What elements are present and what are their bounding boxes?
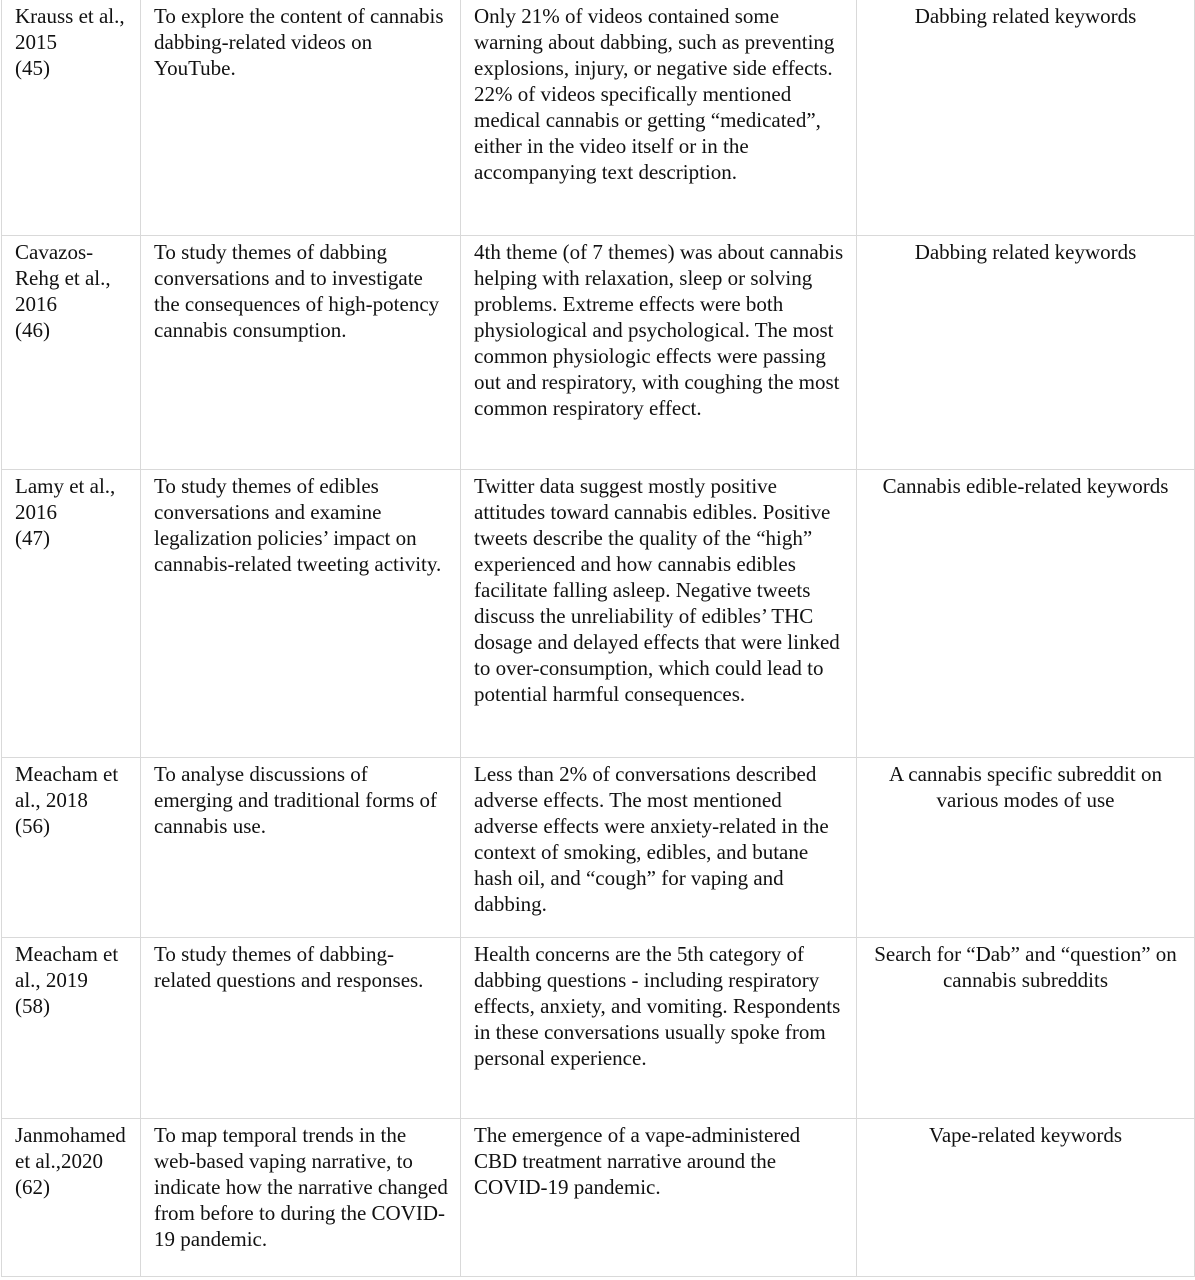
source-cell: Dabbing related keywords <box>857 235 1195 469</box>
aim-cell: To map temporal trends in the web-based vaping narrative, to indicate how the narrative changed from before to during the COVID-19 pandemic. <box>141 1118 461 1276</box>
aim-cell: To study themes of dabbing-related questions and responses. <box>141 937 461 1118</box>
study-reference: (58) <box>15 993 50 1018</box>
study-reference: (62) <box>15 1174 50 1199</box>
findings-cell: The emergence of a vape-administered CBD treatment narrative around the COVID-19 pandemic. <box>461 1118 857 1276</box>
study-citation: Meacham et al., 2018 <box>15 761 119 812</box>
study-reference: (47) <box>15 525 50 550</box>
findings-cell: Health concerns are the 5th category of dabbing questions - including respiratory effects, anxiety, and vomiting. Respondents in these conversations usually spoke from personal experience. <box>461 937 857 1118</box>
aim-cell: To explore the content of cannabis dabbing-related videos on YouTube. <box>141 0 461 235</box>
findings-cell: Twitter data suggest mostly positive attitudes toward cannabis edibles. Positive tweets describe the quality of the “high” experienced and how cannabis edibles facilitate falling asleep. Negative tweets discuss the unreliability of edibles’ THC dosage and delayed effects that were linked to over-consumption, which could lead to potential harmful consequences. <box>461 469 857 757</box>
aim-cell: To study themes of edibles conversations and examine legalization policies’ impact on cannabis-related tweeting activity. <box>141 469 461 757</box>
table-row <box>2 757 1195 937</box>
table-row <box>2 235 1195 469</box>
study-citation: Krauss et al., 2015 <box>15 4 125 54</box>
study-cell <box>2 0 141 235</box>
study-cell <box>2 757 141 937</box>
source-cell: A cannabis specific subreddit on various modes of use <box>857 757 1195 937</box>
table-row <box>2 937 1195 1118</box>
study-reference: (45) <box>15 56 50 80</box>
study-cell <box>2 469 141 757</box>
source-cell: Vape-related keywords <box>857 1118 1195 1276</box>
findings-cell: Only 21% of videos contained some warning about dabbing, such as preventing explosions, injury, or negative side effects. 22% of videos specifically mentioned medical cannabis or getting “medicated”, either in the video itself or in the accompanying text description. <box>461 0 857 235</box>
study-cell <box>2 235 141 469</box>
aim-cell: To study themes of dabbing conversations and to investigate the consequences of high-potency cannabis consumption. <box>141 235 461 469</box>
study-cell <box>2 937 141 1118</box>
study-citation: Cavazos-Rehg et al., 2016 <box>15 239 111 316</box>
source-cell: Search for “Dab” and “question” on cannabis subreddits <box>857 937 1195 1118</box>
findings-cell: 4th theme (of 7 themes) was about cannabis helping with relaxation, sleep or solving problems. Extreme effects were both physiological and psychological. The most common physiologic effects were passing out and respiratory, with coughing the most common respiratory effect. <box>461 235 857 469</box>
findings-cell: Less than 2% of conversations described adverse effects. The most mentioned adverse effects were anxiety-related in the context of smoking, edibles, and butane hash oil, and “cough” for vaping and dabbing. <box>461 757 857 937</box>
aim-cell: To analyse discussions of emerging and traditional forms of cannabis use. <box>141 757 461 937</box>
source-cell: Dabbing related keywords <box>857 0 1195 235</box>
study-reference: (46) <box>15 317 50 342</box>
study-citation: Lamy et al., 2016 <box>15 473 116 524</box>
source-cell: Cannabis edible-related keywords <box>857 469 1195 757</box>
table-row <box>2 1118 1195 1276</box>
study-cell <box>2 1118 141 1276</box>
table-row <box>2 0 1195 235</box>
study-citation: Janmohamed et al.,2020 <box>15 1122 126 1173</box>
table-row <box>2 469 1195 757</box>
study-citation: Meacham et al., 2019 <box>15 941 119 992</box>
literature-table <box>1 0 1195 1277</box>
study-reference: (56) <box>15 813 50 838</box>
